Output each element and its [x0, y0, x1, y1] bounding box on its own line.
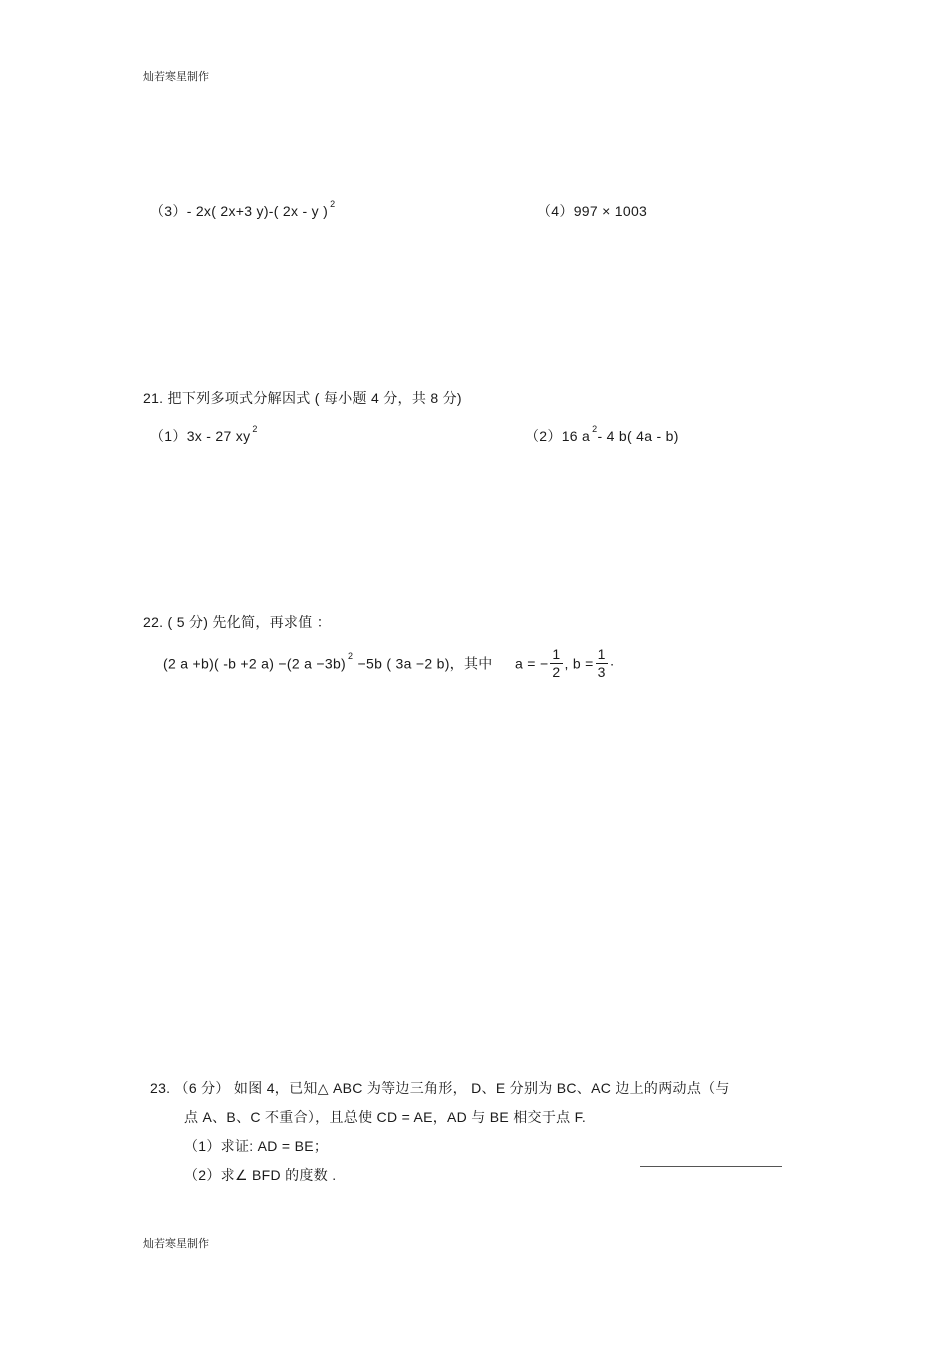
q20-part4-expression: 997 × 1003 [573, 203, 648, 219]
q22-b-denominator: 3 [597, 664, 606, 680]
q22-b-numerator: 1 [597, 646, 606, 662]
q20-part4 [537, 201, 647, 221]
q20-part3-exponent: 2 [330, 199, 336, 210]
q22-a-denominator: 2 [552, 664, 561, 680]
q22-a-equals: a = − [515, 655, 549, 672]
q20-part3 [150, 201, 335, 221]
q22-expression-b: −5b ( 3a −2 b)，其中 [353, 655, 493, 672]
q22-expression-a: (2 a +b)( -b +2 a) −(2 a −3b) [163, 655, 347, 672]
q21-part1-exponent: 2 [252, 424, 258, 435]
q21-part1 [150, 426, 258, 446]
q22-title: 22. ( 5 分) 先化简，再求值 ： [143, 614, 332, 630]
q23-line2: 点 A、B、C 不重合），且总使 CD = AE，AD 与 BE 相交于点 F. [184, 1109, 587, 1125]
q22-b-fraction [596, 646, 608, 681]
q21-part2-label: （2） [525, 428, 562, 444]
q21-title: 21. 把下列多项式分解因式 ( 每小题 4 分，共 8 分) [143, 390, 462, 406]
figure-line [640, 1166, 782, 1167]
q22-b-equals: , b = [564, 655, 594, 672]
q22-a-numerator: 1 [552, 646, 561, 662]
q20-part4-label: （4） [537, 203, 574, 219]
q21-part1-label: （1） [150, 428, 187, 444]
q21-part2 [525, 426, 679, 446]
q22-end-dot: · [609, 655, 615, 672]
q21-part2-exponent: 2 [592, 424, 598, 435]
q21-part2-expression-b: - 4 b( 4a - b) [597, 428, 679, 444]
q21-part2-expression-a: 16 a [561, 428, 591, 444]
q20-part3-label: （3） [150, 203, 187, 219]
q22-expression [163, 646, 615, 681]
q23-line4: （2）求∠ BFD 的度数 . [184, 1167, 337, 1183]
q22-expression-exponent: 2 [348, 650, 354, 661]
q21-part1-expression: 3x - 27 xy [186, 428, 251, 444]
q23-line1: 23. （6 分） 如图 4，已知△ ABC 为等边三角形， D、E 分别为 BC、AC 边上的两动点（与 [150, 1080, 730, 1096]
q23-line3: （1）求证: AD = BE； [184, 1138, 329, 1154]
q22-a-fraction [550, 646, 562, 681]
footer-watermark: 灿若寒星制作 [143, 1238, 209, 1250]
q20-part3-expression: - 2x( 2x+3 y)-( 2x - y ) [186, 203, 329, 219]
header-watermark: 灿若寒星制作 [143, 71, 209, 83]
